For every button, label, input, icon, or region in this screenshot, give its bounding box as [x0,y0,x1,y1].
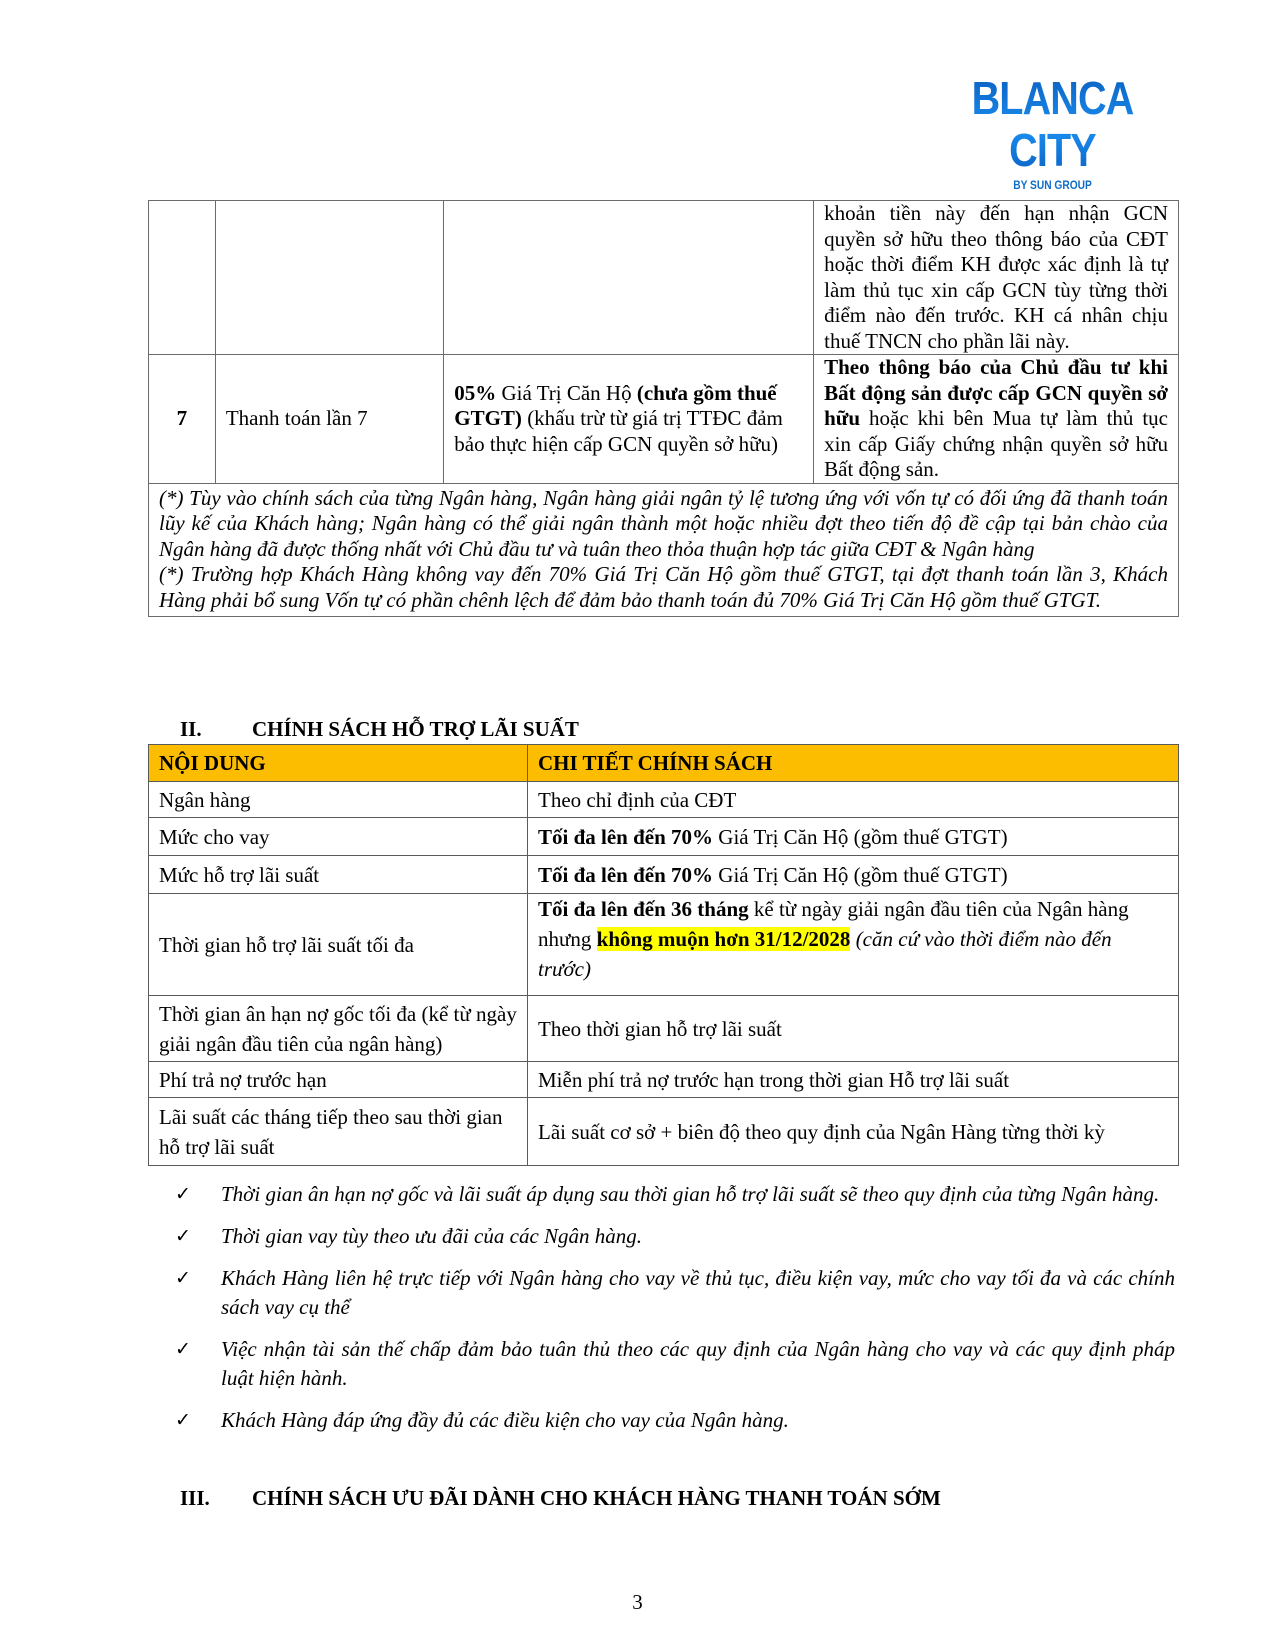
row-value: Theo thời gian hỗ trợ lãi suất [528,996,1179,1062]
list-item [175,1335,1175,1393]
table-row [149,782,1179,818]
table-row [149,1062,1179,1098]
section-number: III. [180,1486,210,1510]
value-bold: Tối đa lên đến 36 tháng [538,897,749,921]
amount-percent: 05% [454,380,497,405]
list-item [175,1222,1175,1251]
section-title: CHÍNH SÁCH HỖ TRỢ LÃI SUẤT [252,717,579,741]
list-item-text: Thời gian ân hạn nợ gốc và lãi suất áp dụng sau thời gian hỗ trợ lãi suất sẽ theo quy định của từng Ngân hàng. [221,1182,1160,1206]
row-label: Ngân hàng [149,782,528,818]
note-1: (*) Tùy vào chính sách của từng Ngân hàng, Ngân hàng giải ngân tỷ lệ tương ứng với vốn tự có đối ứng đã thanh toán lũy kế của Khách hàng; Ngân hàng có thể giải ngân thành một hoặc nhiều đợt theo tiến độ đề cập tại bản chào của Ngân hàng đã được thống nhất với Chủ đầu tư và tuân theo thỏa thuận hợp tác giữa CĐT & Ngân hàng [159,485,1168,561]
amount-tax-note: (chưa gồm thuế GTGT) [454,380,777,430]
value-bold: Tối đa lên đến 70% [538,824,714,849]
section-number: II. [180,717,202,741]
table-row [149,856,1179,894]
table-notes-row [149,483,1179,617]
time-condition: Theo thông báo của Chủ đầu tư khi Bất động sản được cấp GCN quyền sở hữu [824,355,1168,430]
list-item-text: Khách Hàng liên hệ trực tiếp với Ngân hàng cho vay về thủ tục, điều kiện vay, mức cho vay tối đa và các chính sách vay cụ thể [221,1266,1175,1319]
table-notes [149,483,1179,617]
cell-name [215,201,443,355]
cell-number: 7 [149,355,216,484]
cell-time: khoản tiền này đến hạn nhận GCN quyền sở hữu theo thông báo của CĐT hoặc thời điểm KH được xác định là tự làm thủ tục xin cấp GCN tùy từng thời điểm nào đến trước. KH cá nhân chịu thuế TNCN cho phần lãi này. [814,201,1179,355]
list-item [175,1264,1175,1322]
value-text: kể từ ngày giải ngân đầu tiên của Ngân hàng nhưng [538,897,1129,951]
list-item-text: Việc nhận tài sản thế chấp đảm bảo tuân thủ theo các quy định của Ngân hàng cho vay và các quy định pháp luật hiện hành. [221,1337,1175,1390]
section-2-heading [180,716,579,742]
brand-logo [925,72,1180,192]
table-row [149,818,1179,856]
value-bold: Tối đa lên đến 70% [538,862,714,887]
row-value: Lãi suất cơ sở + biên độ theo quy định của Ngân Hàng từng thời kỳ [528,1098,1179,1166]
table-row-payment-7 [149,355,1179,484]
row-label: Thời gian hỗ trợ lãi suất tối đa [149,894,528,996]
column-header: CHI TIẾT CHÍNH SÁCH [528,745,1179,782]
cell-name: Thanh toán lần 7 [215,355,443,484]
section-3-heading [180,1485,941,1511]
row-label: Phí trả nợ trước hạn [149,1062,528,1098]
value-text: Giá Trị Căn Hộ (gồm thuế GTGT) [713,824,1008,849]
cell-amount [444,201,814,355]
amount-detail: (khấu trừ từ giá trị TTĐC đảm bảo thực hiện cấp GCN quyền sở hữu) [454,406,783,456]
list-item [175,1180,1175,1209]
row-label: Thời gian ân hạn nợ gốc tối đa (kể từ ngày giải ngân đầu tiên của ngân hàng) [149,996,528,1062]
checkmark-icon: ✓ [175,1226,191,1247]
row-value [528,856,1179,894]
table-row [149,1098,1179,1166]
checkmark-icon: ✓ [175,1268,191,1289]
amount-text: Giá Trị Căn Hộ [496,380,637,405]
page-number: 3 [632,1590,643,1614]
checkmark-icon: ✓ [175,1339,191,1360]
row-label: Mức cho vay [149,818,528,856]
column-header: NỘI DUNG [149,745,528,782]
table-row [149,996,1179,1062]
table-row-continued [149,201,1179,355]
checkmark-icon: ✓ [175,1410,191,1431]
interest-support-table [148,744,1179,1166]
cell-number [149,201,216,355]
table-row [149,894,1179,996]
row-label: Mức hỗ trợ lãi suất [149,856,528,894]
row-value: Theo chỉ định của CĐT [528,782,1179,818]
list-item-text: Khách Hàng đáp ứng đầy đủ các điều kiện cho vay của Ngân hàng. [221,1408,789,1432]
row-label: Lãi suất các tháng tiếp theo sau thời gian hỗ trợ lãi suất [149,1098,528,1166]
logo-title: BLANCA CITY [943,72,1162,176]
row-value [528,894,1179,996]
table-header [149,745,1179,782]
highlighted-deadline: không muộn hơn 31/12/2028 [596,927,851,951]
checkmark-icon: ✓ [175,1184,191,1205]
logo-subtitle: BY SUN GROUP [1013,178,1092,192]
policy-notes-list [175,1180,1175,1448]
row-value [528,818,1179,856]
value-italic: (căn cứ vào thời điểm nào đến trước) [538,927,1112,981]
value-text: Giá Trị Căn Hộ (gồm thuế GTGT) [713,862,1008,887]
list-item-text: Thời gian vay tùy theo ưu đãi của các Ngân hàng. [221,1224,643,1248]
cell-time [814,355,1179,484]
note-2: (*) Trường hợp Khách Hàng không vay đến 70% Giá Trị Căn Hộ gồm thuế GTGT, tại đợt thanh toán lần 3, Khách Hàng phải bổ sung Vốn tự có phần chênh lệch để đảm bảo thanh toán đủ 70% Giá Trị Căn Hộ gồm thuế GTGT. [159,562,1168,612]
row-value: Miễn phí trả nợ trước hạn trong thời gian Hỗ trợ lãi suất [528,1062,1179,1098]
payment-schedule-table [148,200,1179,617]
section-title: CHÍNH SÁCH ƯU ĐÃI DÀNH CHO KHÁCH HÀNG THANH TOÁN SỚM [252,1486,941,1510]
list-item [175,1406,1175,1435]
cell-amount [444,355,814,484]
time-detail: hoặc khi bên Mua tự làm thủ tục xin cấp Giấy chứng nhận quyền sở hữu Bất động sản. [824,406,1168,481]
